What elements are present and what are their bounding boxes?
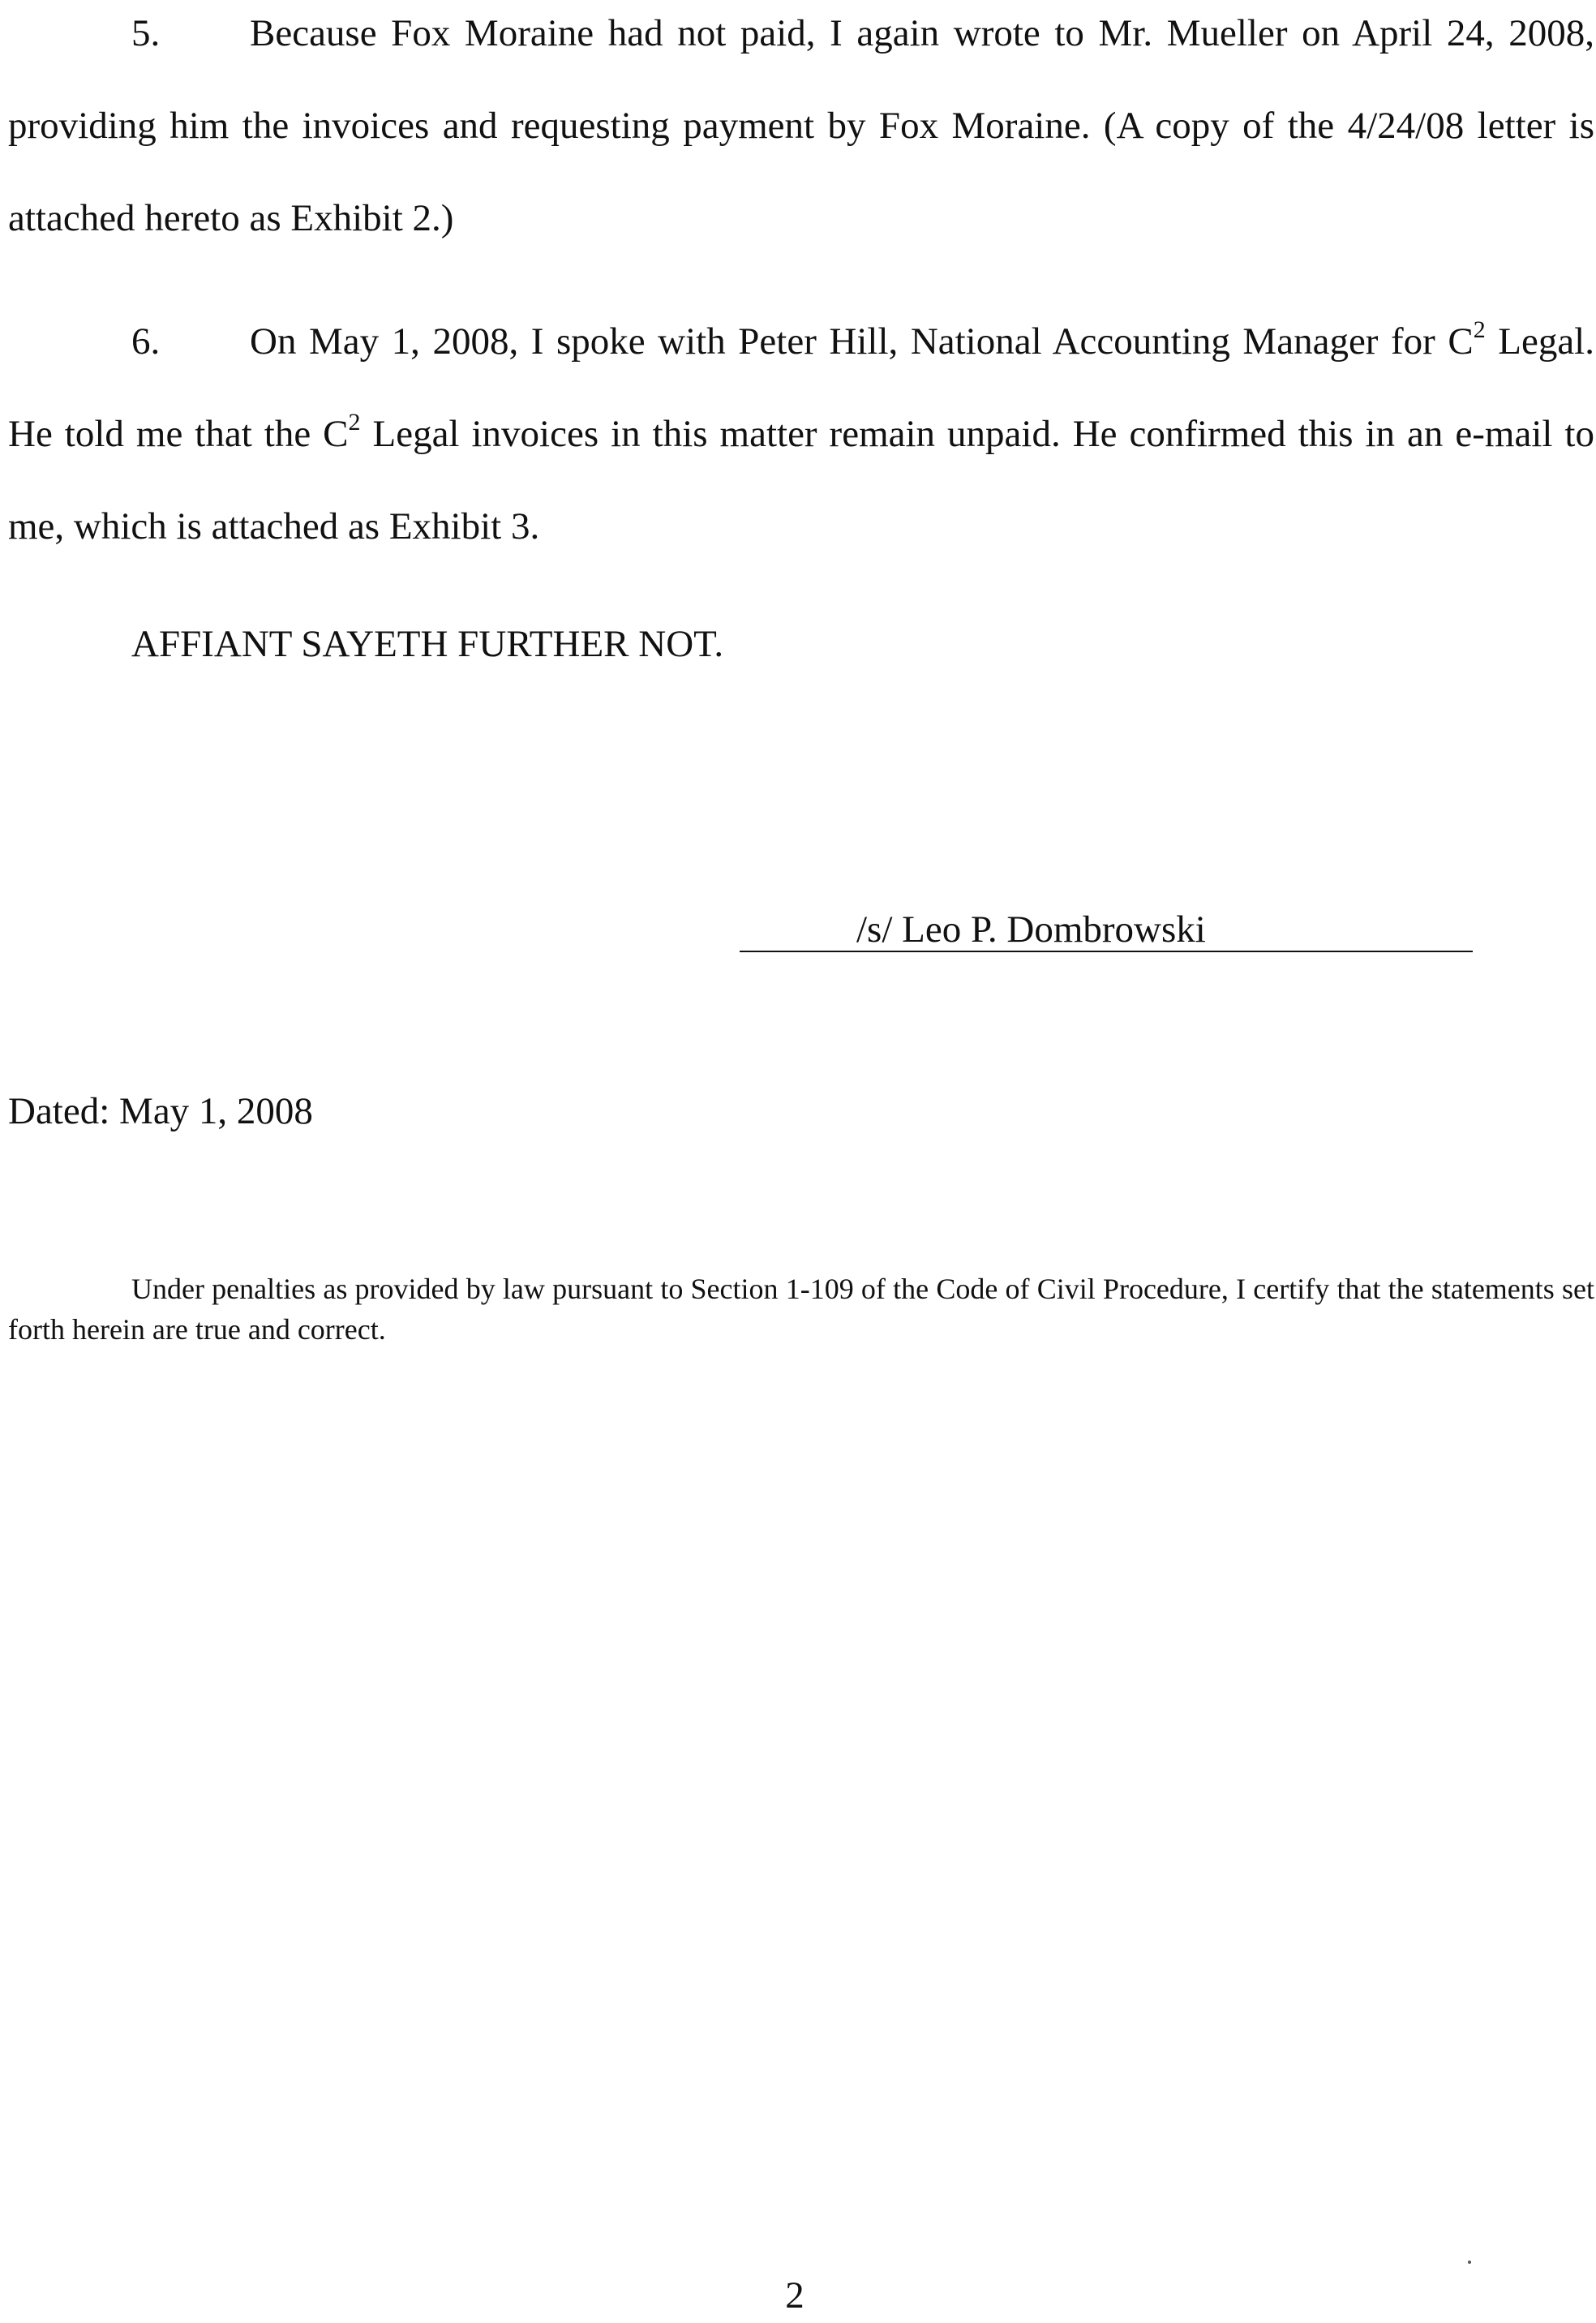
superscript: 2 bbox=[1473, 316, 1486, 343]
signature-line bbox=[740, 905, 1473, 952]
paragraph-6 bbox=[8, 295, 1594, 573]
superscript: 2 bbox=[348, 409, 361, 436]
certification-paragraph bbox=[8, 1269, 1594, 1350]
certification-text: Under penalties as provided by law pursuant to Section 1-109 of the Code of Civil Procedure, I certify that the statements set forth herein are true and correct. bbox=[8, 1273, 1594, 1346]
paragraph-text: On May 1, 2008, I spoke with Peter Hill, National Accounting Manager for C bbox=[250, 320, 1474, 363]
signature-text: /s/ Leo P. Dombrowski bbox=[856, 908, 1206, 951]
scan-speck bbox=[1468, 2261, 1471, 2264]
paragraph-number: 5. bbox=[131, 12, 161, 54]
date-line: Dated: May 1, 2008 bbox=[8, 1090, 313, 1132]
paragraph-text: Legal. He told me that the C bbox=[8, 320, 1594, 455]
paragraph-5 bbox=[8, 0, 1594, 264]
page-number: 2 bbox=[785, 2274, 804, 2317]
closing-statement: AFFIANT SAYETH FURTHER NOT. bbox=[131, 623, 724, 665]
paragraph-text: Because Fox Moraine had not paid, I again wrote to Mr. Mueller on April 24, 2008, providing him the invoices and requesting payment by Fox Moraine. (A copy of the 4/24/08 letter is attached hereto as Exhibit 2.) bbox=[8, 12, 1594, 239]
paragraph-number: 6. bbox=[131, 320, 161, 363]
paragraph-text: Legal invoices in this matter remain unpaid. He confirmed this in an e-mail to me, which is attached as Exhibit 3. bbox=[8, 413, 1594, 547]
